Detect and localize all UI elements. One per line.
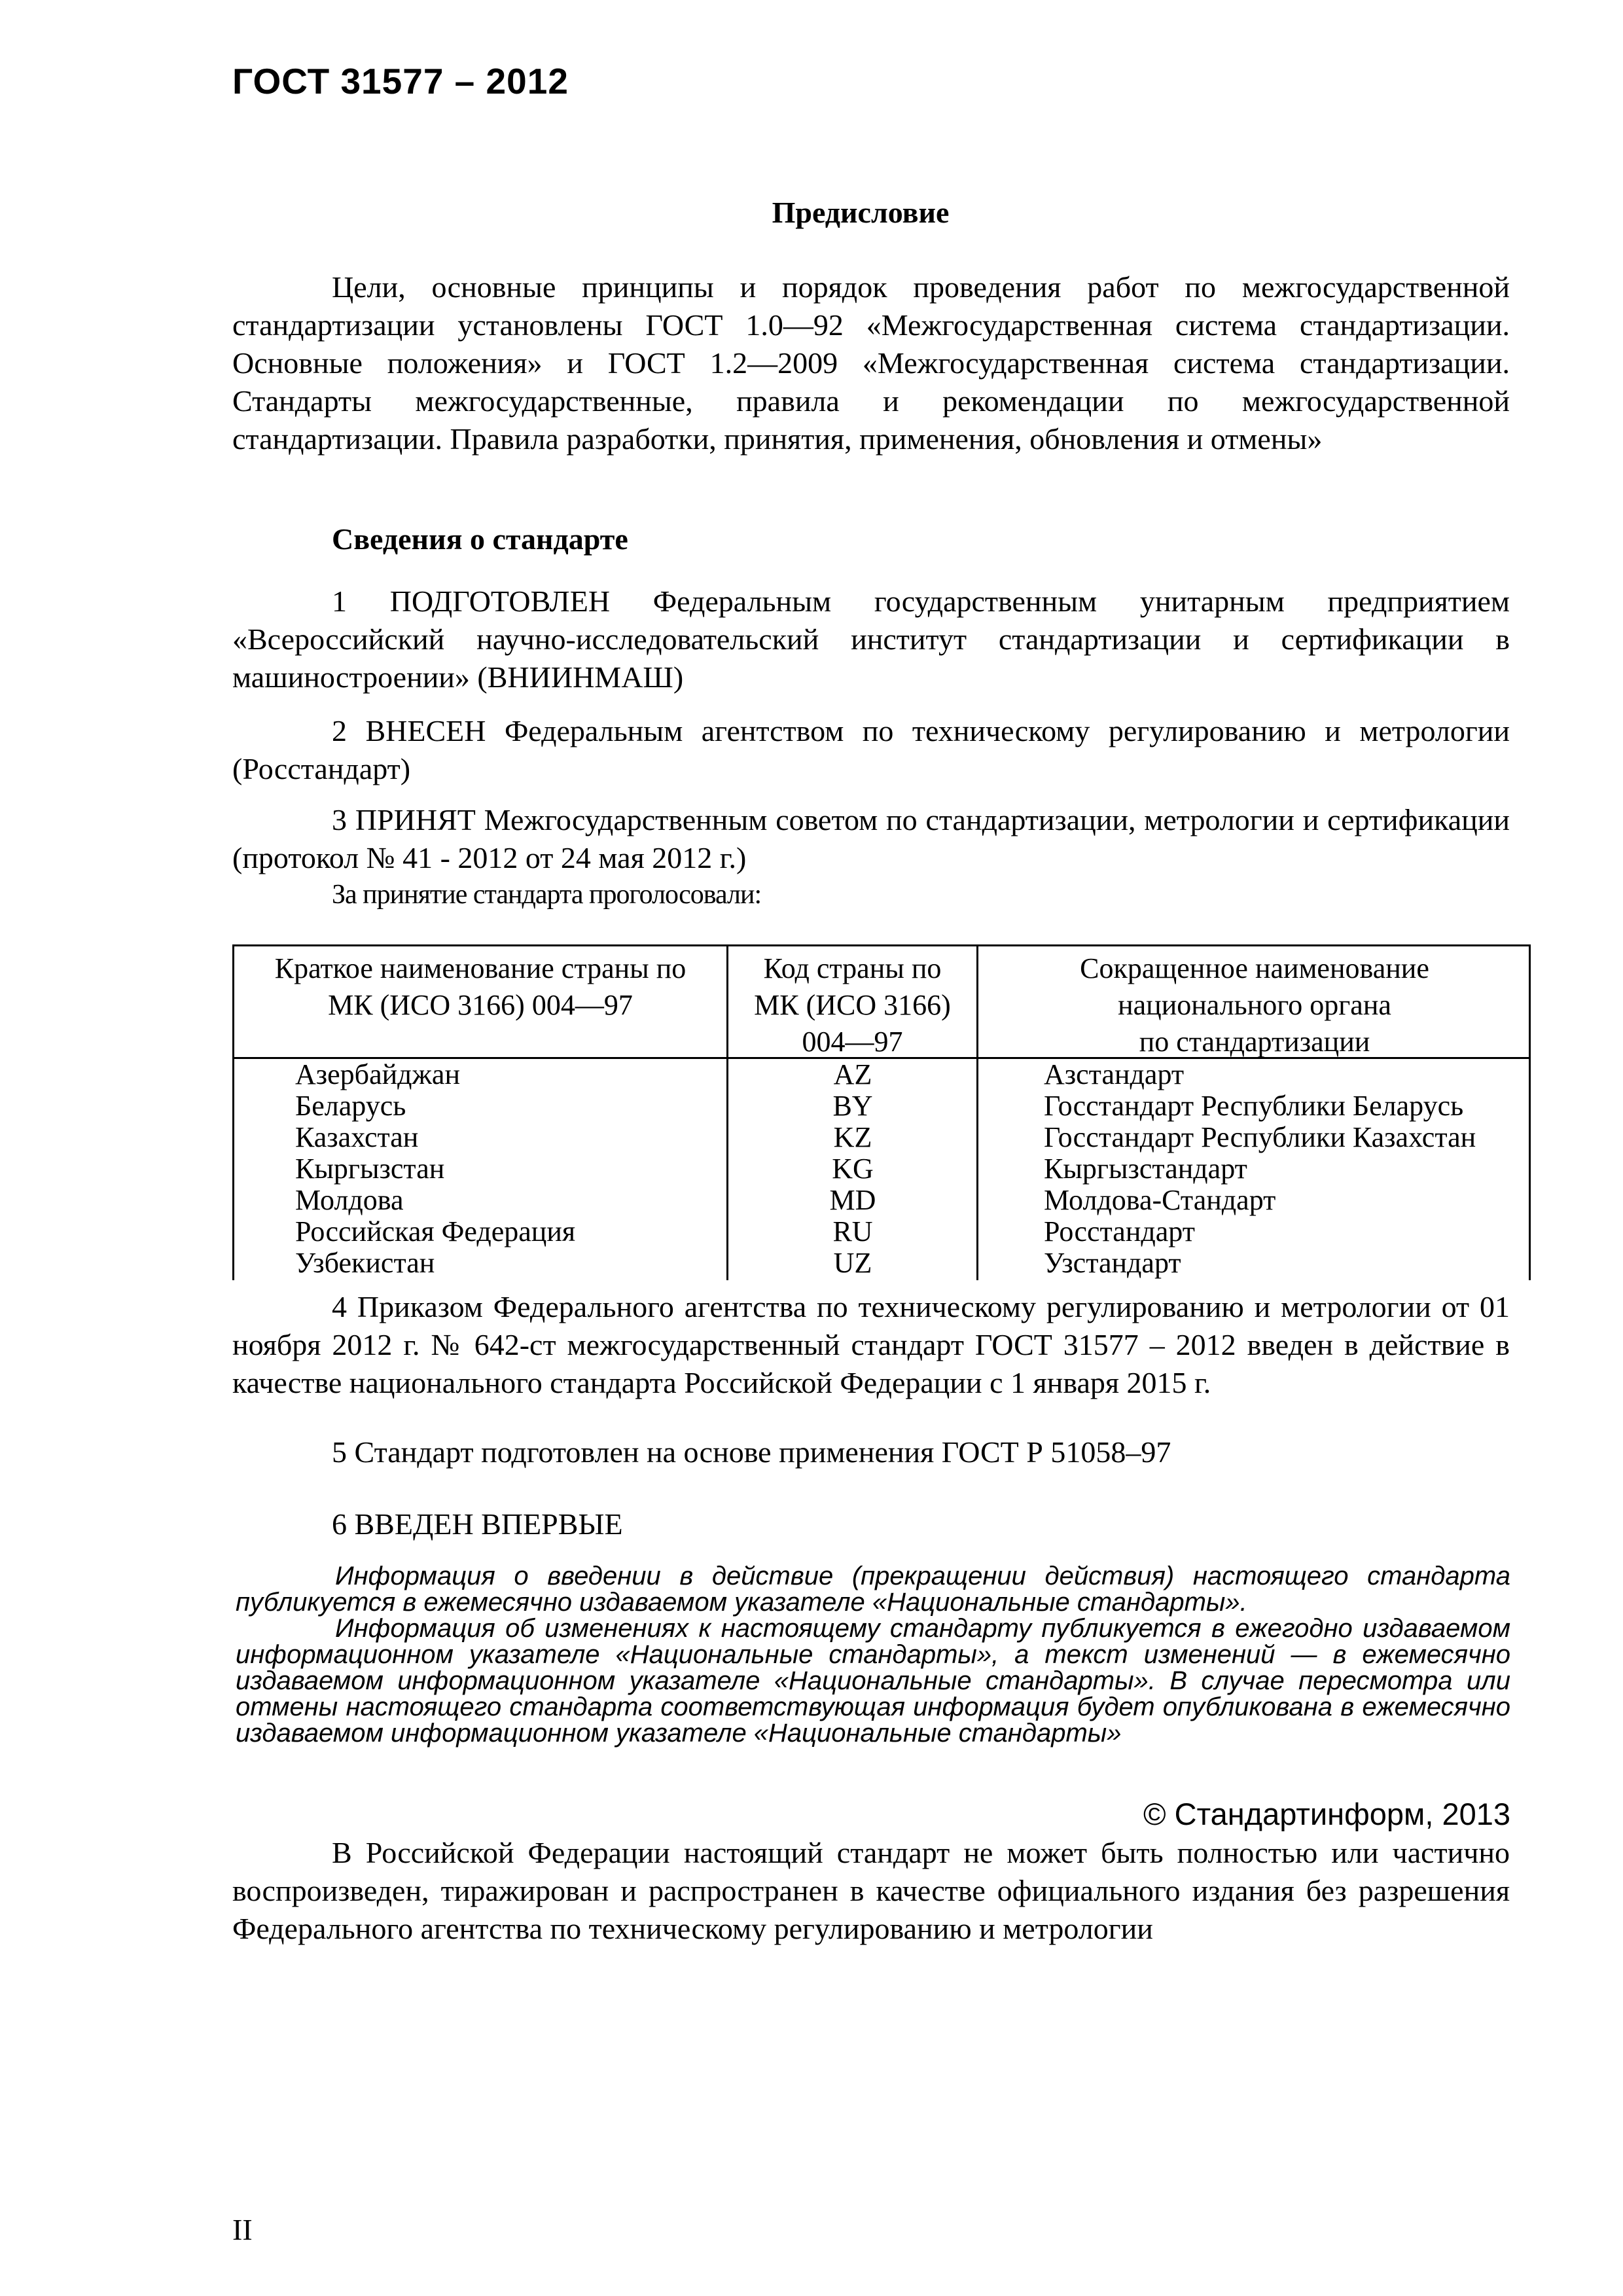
info-item-2 [232, 712, 1510, 788]
body-cell: Молдова-Стандарт [1044, 1184, 1276, 1216]
country-cell: Узбекистан [295, 1247, 435, 1279]
header-country [234, 950, 726, 1024]
foreword-intro-text: Цели, основные принципы и порядок проведения работ по межгосударственной стандартизации установлены ГОСТ 1.0—92 «Межгосударственная система стандартизации. Основные положения» и ГОСТ 1.2—2009 «Межгосударственная система стандартизации. Стандарты межгосударственные, правила и рекомендации по межгосударственной стандартизации. Правила разработки, принятия, применения, обновления и отмены» [232, 270, 1510, 456]
header-code-line-1: Код страны по [763, 952, 942, 984]
foreword-intro [232, 268, 1510, 458]
header-country-line-2: МК (ИСО 3166) 004—97 [328, 989, 633, 1021]
code-cell: RU [832, 1215, 873, 1247]
info-item-5-text: 5 Стандарт подготовлен на основе применения ГОСТ Р 51058–97 [332, 1435, 1171, 1469]
header-code-line-2: МК (ИСО 3166) [754, 989, 951, 1021]
body-cell: Кыргызстандарт [1044, 1153, 1247, 1185]
page-number: II [232, 2213, 253, 2246]
header-body-line-3: по стандартизации [1139, 1026, 1370, 1058]
table-row [234, 1216, 1529, 1247]
info-item-4 [232, 1288, 1510, 1402]
member-states-table [232, 944, 1531, 1280]
info-item-2-text: 2 ВНЕСЕН Федеральным агентством по техническому регулированию и метрологии (Росстандарт) [232, 714, 1510, 785]
header-country-line-1: Краткое наименование страны по [274, 952, 687, 984]
header-body-line-2: национального органа [1118, 989, 1391, 1021]
country-cell: Беларусь [295, 1090, 406, 1122]
info-item-3 [232, 801, 1510, 877]
code-cell: KG [832, 1153, 874, 1185]
header-code [728, 950, 976, 1060]
table-row [234, 1122, 1529, 1153]
country-cell: Казахстан [295, 1121, 419, 1153]
code-cell: BY [832, 1090, 873, 1122]
table-row [234, 1247, 1529, 1279]
copyright-line: © Стандартинформ, 2013 [1143, 1797, 1510, 1831]
notice-paragraph-2: Информация об изменениях к настоящему стандарту публикуется в ежегодно издаваемом информационном указателе «Национальные стандарты», а текст изменений — в ежемесячно издаваемом информационном указателе «Национальные стандарты». В случае пересмотра или отмены настоящего стандарта соответствующая информация будет опубликована в ежемесячно издаваемом информационном указателе «Национальные стандарты» [236, 1614, 1510, 1748]
voted-caption: За принятие стандарта проголосовали: [332, 880, 762, 910]
country-cell: Кыргызстан [295, 1153, 445, 1185]
country-cell: Российская Федерация [295, 1215, 576, 1247]
code-cell: AZ [833, 1058, 872, 1090]
table-row [234, 1090, 1529, 1122]
table-row [234, 1185, 1529, 1216]
table-row [234, 1153, 1529, 1185]
rights-notice [232, 1834, 1510, 1948]
info-item-1-text: 1 ПОДГОТОВЛЕН Федеральным государственным унитарным предприятием «Всероссийский научно-исследовательский институт стандартизации и сертификации в машиностроении» (ВНИИНМАШ) [232, 584, 1510, 694]
header-code-line-3: 004—97 [802, 1026, 903, 1058]
table-header [234, 946, 1529, 1059]
publication-notice [236, 1563, 1510, 1746]
code-cell: UZ [833, 1247, 872, 1279]
header-body [978, 950, 1531, 1060]
table-row [234, 1059, 1529, 1090]
body-cell: Азстандарт [1044, 1058, 1185, 1090]
info-item-6-text: 6 ВВЕДЕН ВПЕРВЫЕ [332, 1507, 623, 1541]
code-cell: MD [829, 1184, 876, 1216]
body-cell: Росстандарт [1044, 1215, 1195, 1247]
notice-paragraph-1: Информация о введении в действие (прекращении действия) настоящего стандарта публикуется в ежемесячно издаваемом указателе «Национальные стандарты». [236, 1562, 1510, 1617]
country-cell: Молдова [295, 1184, 404, 1216]
info-item-1 [232, 583, 1510, 696]
country-cell: Азербайджан [295, 1058, 461, 1090]
info-item-4-text: 4 Приказом Федерального агентства по техническому регулированию и метрологии от 01 ноября 2012 г. № 642-ст межгосударственный стандарт ГОСТ 31577 – 2012 введен в действие в качестве национального стандарта Российской Федерации с 1 января 2015 г. [232, 1290, 1510, 1399]
info-heading: Сведения о стандарте [332, 522, 628, 556]
body-cell: Госстандарт Республики Казахстан [1044, 1121, 1476, 1153]
body-cell: Узстандарт [1044, 1247, 1181, 1279]
foreword-title: Предисловие [772, 196, 950, 229]
info-item-3-text: 3 ПРИНЯТ Межгосударственным советом по стандартизации, метрологии и сертификации (протокол № 41 - 2012 от 24 мая 2012 г.) [232, 803, 1510, 874]
header-body-line-1: Сокращенное наименование [1080, 952, 1429, 984]
document-header: ГОСТ 31577 – 2012 [232, 61, 569, 101]
code-cell: KZ [833, 1121, 872, 1153]
rights-notice-text: В Российской Федерации настоящий стандарт не может быть полностью или частично воспроизведен, тиражирован и распространен в качестве официального издания без разрешения Федерального агентства по техническому регулированию и метрологии [232, 1836, 1510, 1945]
info-item-6 [232, 1505, 1510, 1543]
info-item-5 [232, 1433, 1510, 1471]
body-cell: Госстандарт Республики Беларусь [1044, 1090, 1464, 1122]
